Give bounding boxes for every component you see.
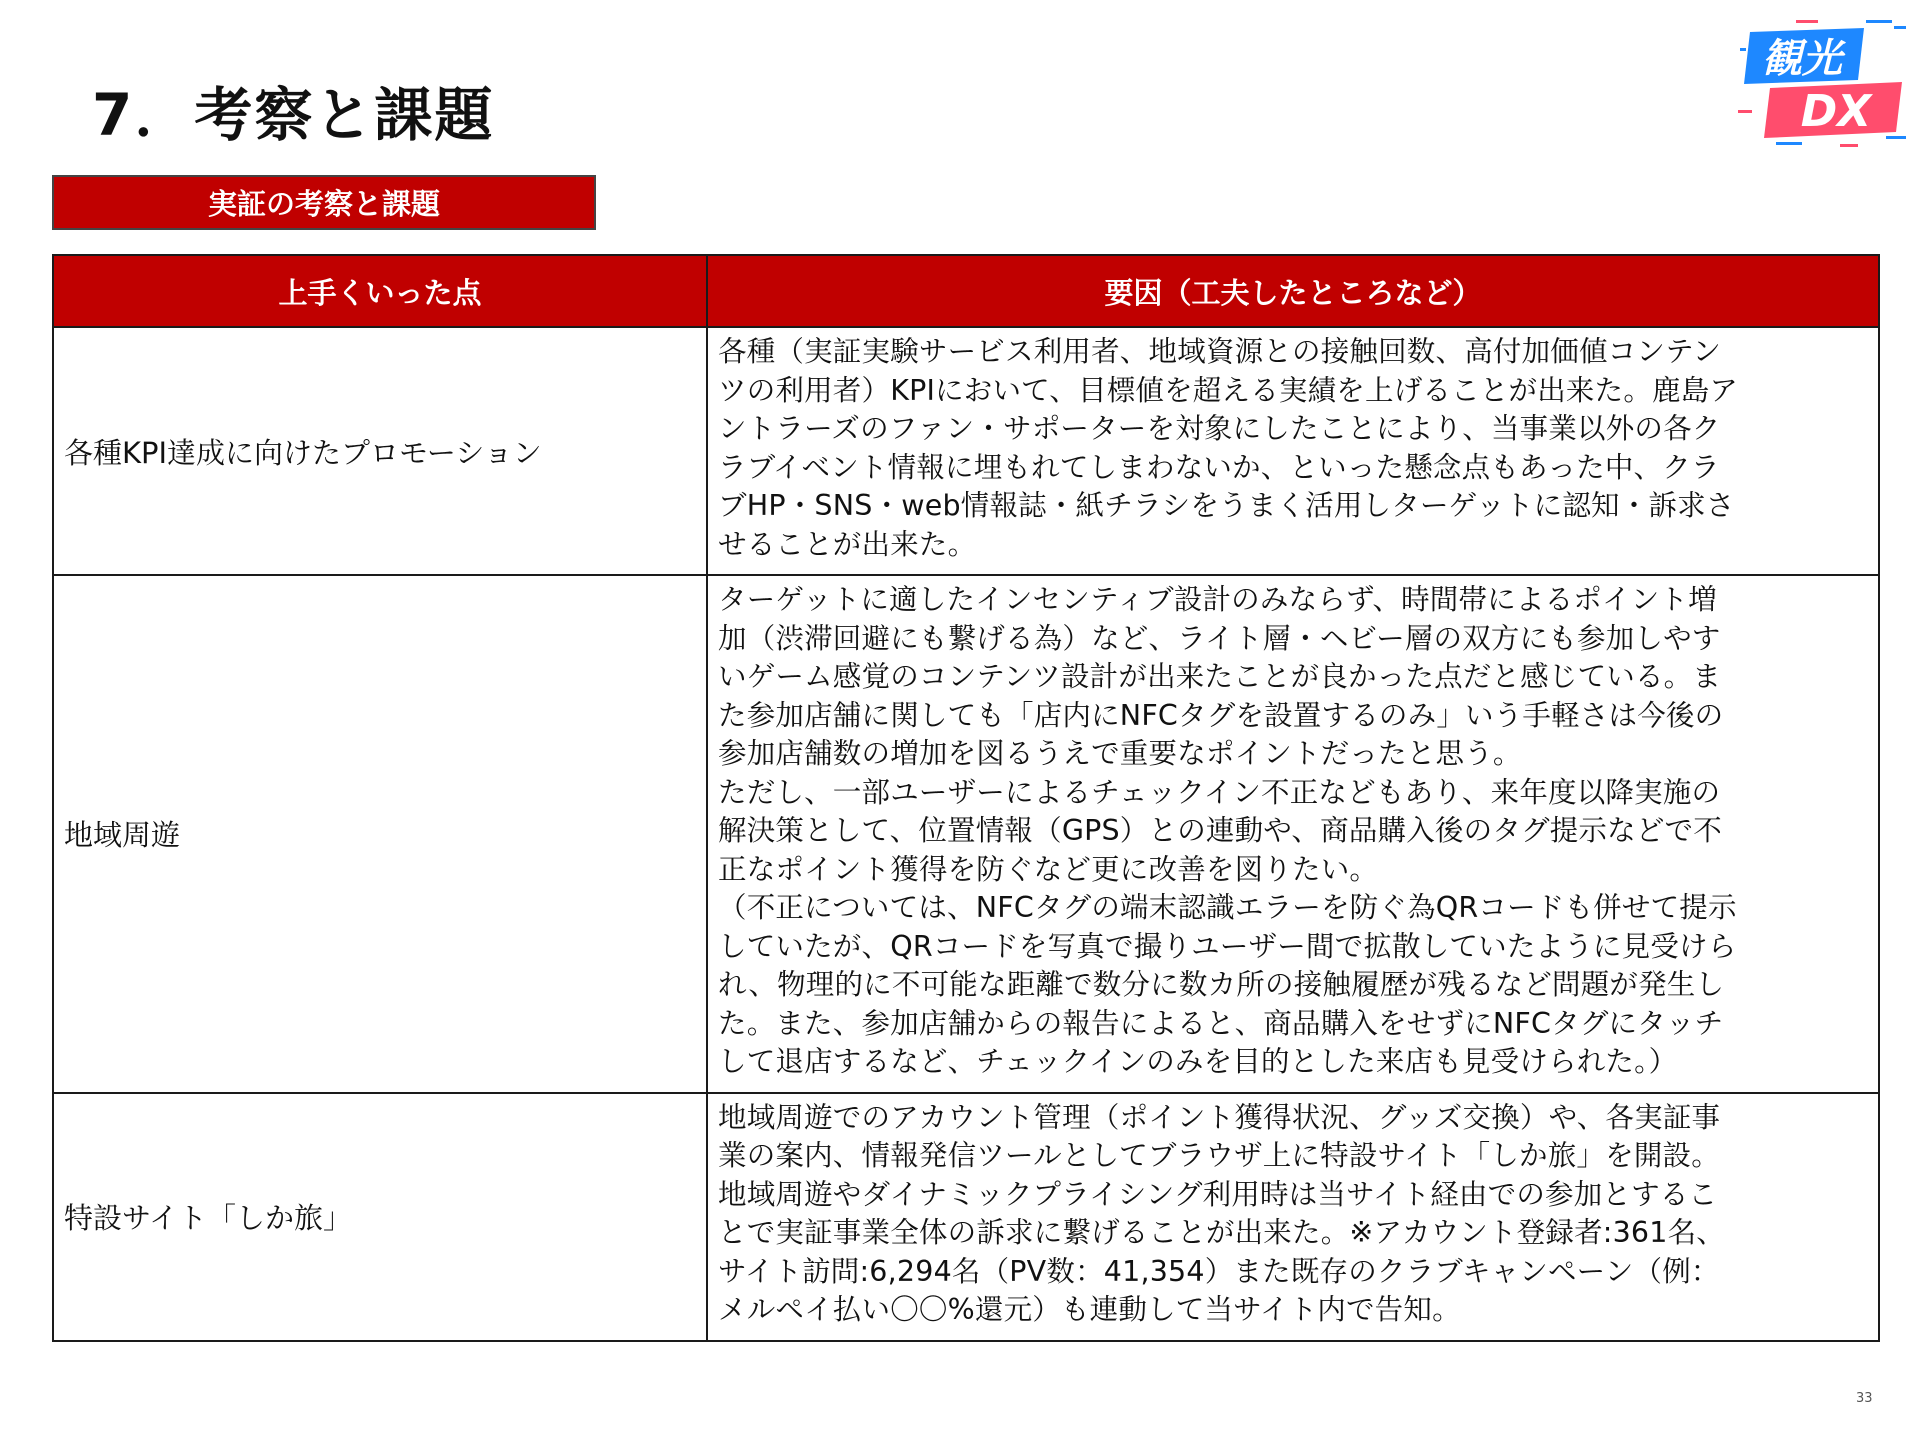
kanko-dx-logo (1736, 18, 1912, 152)
logo-line1: 観光 (1762, 36, 1842, 82)
row-reason: ターゲットに適したインセンティブ設計のみならず、時間帯によるポイント増 加（渋滞回避にも繋げる為）など、ライト層・ヘビー層の双方にも参加しやす いゲーム感覚のコンテンツ設計が出来たことが良かった点だと感じている。ま た参加店舗に関しても「店内にNFCタグを設置するのみ」いう手軽さは今後の 参加店舗数の増加を図るうえで重要なポイントだったと思う。 ただし、一部ユーザーによるチェックイン不正などもあり、来年度以降実施の 解決策として、位置情報（GPS）との連動や、商品購入後のタグ提示などで不 正なポイント獲得を防ぐなど更に改善を図りたい。 （不正については、NFCタグの端末認識エラーを防ぐ為QRコードも併せて提示 していたが、QRコードを写真で撮りユーザー間で拡散していたように見受けら れ、物理的に不可能な距離で数分に数カ所の接触履歴が残るなど問題が発生し た。また、参加店舗からの報告によると、商品購入をせずにNFCタグにタッチ して退店するなど、チェックインのみを目的とした来店も見受けられた。） (707, 575, 1879, 1093)
header-success-points: 上手くいった点 (53, 255, 707, 327)
logo-line2: DX (1800, 86, 1872, 137)
row-point: 特設サイト「しか旅」 (53, 1093, 707, 1341)
row-reason: 地域周遊でのアカウント管理（ポイント獲得状況、グッズ交換）や、各実証事 業の案内、情報発信ツールとしてブラウザ上に特設サイト「しか旅」を開設。 地域周遊やダイナミックプライシング利用時は当サイト経由での参加とするこ とで実証事業全体の訴求に繋げることが出来た。※アカウント登録者:361名、 サイト訪問:6,294名（PV数：41,354）また既存のクラブキャンペーン（例： メルペイ払い〇〇%還元）も連動して当サイト内で告知。 (707, 1093, 1879, 1341)
header-factors: 要因（工夫したところなど） (707, 255, 1879, 327)
table-row (53, 575, 1879, 1093)
table-row (53, 327, 1879, 575)
row-reason: 各種（実証実験サービス利用者、地域資源との接触回数、高付加価値コンテン ツの利用者）KPIにおいて、目標値を超える実績を上げることが出来た。鹿島ア ントラーズのファン・サポーターを対象にしたことにより、当事業以外の各ク ラブイベント情報に埋もれてしまわないか、といった懸念点もあった中、クラ ブHP・SNS・web情報誌・紙チラシをうまく活用しターゲットに認知・訴求さ せることが出来た。 (707, 327, 1879, 575)
section-label: 実証の考察と課題 (52, 175, 596, 230)
row-point: 各種KPI達成に向けたプロモーション (53, 327, 707, 575)
table-header-row (53, 255, 1879, 327)
page-title: 7．考察と課題 (92, 81, 495, 149)
table-row (53, 1093, 1879, 1341)
page-number: 33 (1856, 1391, 1873, 1406)
row-point: 地域周遊 (53, 575, 707, 1093)
findings-table (52, 254, 1880, 1342)
